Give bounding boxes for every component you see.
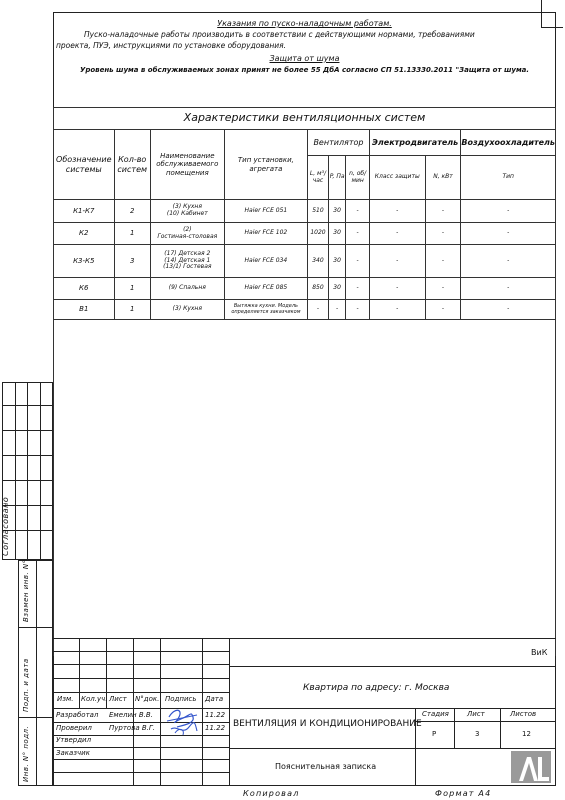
role-customer: Заказчик [56, 749, 90, 757]
cell-room: (3) Кухня [150, 300, 224, 320]
title-block [53, 638, 556, 786]
table-row [54, 200, 556, 223]
cell-protection: - [369, 300, 425, 320]
stage-label: Стадия [422, 710, 449, 718]
cell-speed: - [346, 223, 369, 245]
table-row [54, 223, 556, 245]
header-pressure: P, Па [328, 156, 346, 200]
header-protection: Класс защиты [369, 156, 425, 200]
stage-value: Р [432, 730, 437, 738]
label-inv-original: Инв. N° подл. [22, 725, 30, 782]
cell-protection: - [369, 278, 425, 300]
date-checked: 11.22 [205, 724, 226, 732]
cell-type: - [461, 245, 556, 278]
cell-designation: К1-К7 [54, 200, 115, 223]
role-checked: Проверил [56, 724, 92, 732]
date-developed: 11.22 [205, 711, 226, 719]
label-agreed: Согласовано [1, 496, 10, 556]
footer-copied: Копировал [243, 789, 300, 798]
cell-pressure: 30 [328, 245, 346, 278]
cell-flow: - [308, 300, 329, 320]
signature-image [163, 705, 201, 737]
cell-count: 1 [114, 223, 150, 245]
role-approved: Утвердил [56, 736, 92, 744]
cell-speed: - [346, 200, 369, 223]
notes-text-noise: Уровень шума в обслуживаемых зонах принят не более 55 ДбА согласно СП 51.13330.2011 "Защита от шума. [79, 66, 530, 74]
company-logo [511, 751, 551, 783]
cell-speed: - [346, 278, 369, 300]
cell-type: - [461, 200, 556, 223]
sheet-label: Лист [467, 710, 485, 718]
header-fan: Вентилятор [308, 130, 370, 156]
col-count: Кол.уч. [81, 695, 108, 703]
cell-power: - [425, 200, 461, 223]
notes-title-noise: Защита от шума [269, 54, 340, 63]
cell-speed: - [346, 245, 369, 278]
name-developer: Емелин В.В. [109, 711, 153, 719]
document-name: Пояснительная записка [275, 762, 377, 771]
cell-power: - [425, 278, 461, 300]
sheets-label: Листов [510, 710, 537, 718]
notes-text-commissioning-2: проекта, ПУЭ, инструкциями по установке оборудования. [56, 41, 287, 50]
footer-format: Формат А4 [435, 789, 492, 798]
table-row [54, 300, 556, 320]
drawing-code: ВиК [531, 648, 548, 657]
cell-flow: 340 [308, 245, 329, 278]
header-type: Тип [461, 156, 556, 200]
table-blank-area [54, 320, 556, 656]
cell-flow: 850 [308, 278, 329, 300]
section-title: ВЕНТИЛЯЦИЯ И КОНДИЦИОНИРОВАНИЕ [233, 719, 422, 729]
cell-count: 3 [114, 245, 150, 278]
cell-power: - [425, 223, 461, 245]
col-signature: Подпись [165, 695, 197, 703]
cell-protection: - [369, 223, 425, 245]
header-count: Кол-во систем [114, 130, 150, 200]
notes-title-commissioning: Указания по пуско-наладочным работам. [217, 19, 392, 28]
cell-count: 1 [114, 300, 150, 320]
header-designation: Обозначение системы [54, 130, 115, 200]
col-change: Изм. [57, 695, 74, 703]
header-unit-type: Тип установки, агрегата [224, 130, 307, 200]
label-sign-date: Подп. и дата [22, 658, 30, 712]
cell-designation: К3-К5 [54, 245, 115, 278]
cell-power: - [425, 300, 461, 320]
col-doc-number: N°док. [135, 695, 160, 703]
header-power: N, кВт [425, 156, 461, 200]
cell-count: 1 [114, 278, 150, 300]
cell-flow: 1020 [308, 223, 329, 245]
cell-pressure: - [328, 300, 346, 320]
table-row [54, 245, 556, 278]
sheet-value: 3 [475, 730, 480, 738]
header-speed: n, об/мин [346, 156, 369, 200]
logo-mark-icon [511, 751, 551, 783]
notes-text-commissioning-1: Пуско-наладочные работы производить в соответствии с действующими нормами, требованиями [84, 30, 475, 39]
cell-protection: - [369, 245, 425, 278]
cell-room: (17) Детская 2 (14) Детская 1 (13/1) Гостевая [150, 245, 224, 278]
sheets-value: 12 [522, 730, 531, 738]
cell-designation: К2 [54, 223, 115, 245]
header-cooler: Воздухоохладитель [461, 130, 556, 156]
cell-pressure: 30 [328, 223, 346, 245]
table-row [54, 278, 556, 300]
label-replaced-inv: Взамен инв. N° [22, 559, 30, 622]
cell-designation: К6 [54, 278, 115, 300]
cell-pressure: 30 [328, 200, 346, 223]
header-motor: Электродвигатель [369, 130, 461, 156]
cell-room: (2) Гостиная-столовая [150, 223, 224, 245]
role-developed: Разработал [56, 711, 99, 719]
project-address: Квартира по адресу: г. Москва [303, 683, 450, 693]
cell-count: 2 [114, 200, 150, 223]
cell-unit: Haier FCE 102 [224, 223, 307, 245]
name-checker: Пуртова В.Г. [109, 724, 156, 732]
cell-unit: Haier FCE 085 [224, 278, 307, 300]
cell-type: - [461, 223, 556, 245]
cell-type: - [461, 278, 556, 300]
cell-pressure: 30 [328, 278, 346, 300]
col-sheet: Лист [109, 695, 127, 703]
cell-designation: В1 [54, 300, 115, 320]
cell-unit: Haier FCE 051 [224, 200, 307, 223]
header-room: Наименование обслуживаемого помещения [150, 130, 224, 200]
table-body [54, 200, 556, 320]
cell-unit: Haier FCE 034 [224, 245, 307, 278]
header-flow: L, м³/час [308, 156, 329, 200]
cell-room: (9) Спальня [150, 278, 224, 300]
cell-power: - [425, 245, 461, 278]
ventilation-characteristics-table [53, 107, 556, 656]
cell-unit: Вытяжка кухни. Модель определяется заказчиком [224, 300, 307, 320]
col-date: Дата [205, 695, 224, 703]
cell-speed: - [346, 300, 369, 320]
table-title: Характеристики вентиляционных систем [54, 108, 556, 130]
cell-flow: 510 [308, 200, 329, 223]
cell-room: (3) Кухня (10) Кабинет [150, 200, 224, 223]
cell-type: - [461, 300, 556, 320]
cell-protection: - [369, 200, 425, 223]
